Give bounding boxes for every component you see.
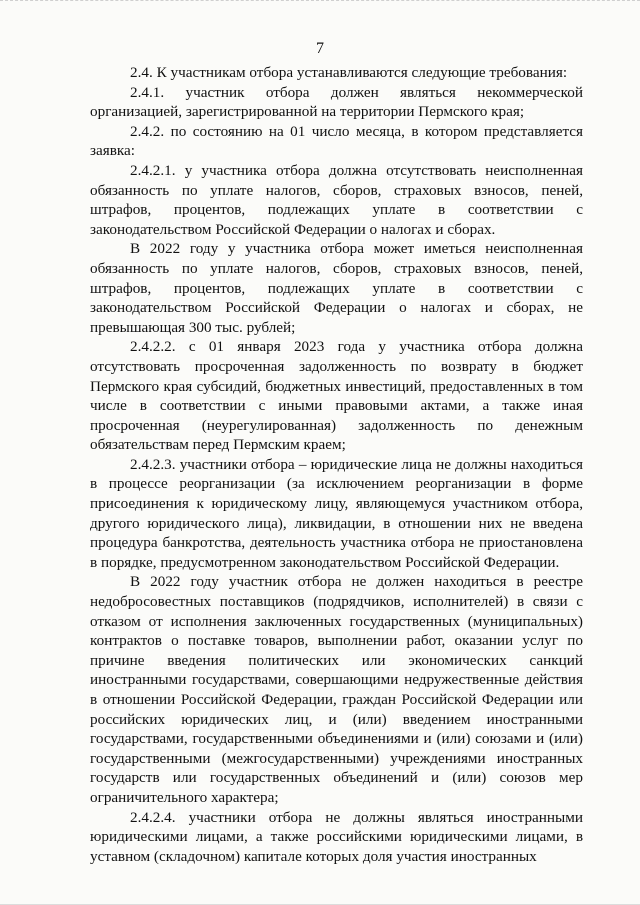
paragraph-2-4-2-1: 2.4.2.1. у участника отбора должна отсутствовать неисполненная обязанность по уплате налогов, сборов, страховых взносов, пеней, штрафов, процентов, подлежащих уплате в соответствии с законодательством Российской Федерации о налогах и сборах. <box>90 161 583 238</box>
paragraph-2022-registry: В 2022 году участник отбора не должен находиться в реестре недобросовестных поставщиков (подрядчиков, исполнителей) в связи с отказом от исполнения заключенных государственных (муниципальных) контрактов о поставке товаров, выполнении работ, оказании услуг по причине введения политических или экономических санкций иностранными государствами, совершающими недружественные действия в отношении Российской Федерации, граждан Российской Федерации или российских юридических лиц, и (или) введением иностранными государствами, государственными объединениями и (или) союзами и (или) государственными (межгосударственными) учреждениями иностранных государств или государственных объединений и (или) союзов мер ограничительного характера; <box>90 573 583 806</box>
paragraph-2-4-1: 2.4.1. участник отбора должен являться некоммерческой организацией, зарегистрированной на территории Пермского края; <box>90 83 583 121</box>
paragraph-2-4-2: 2.4.2. по состоянию на 01 число месяца, в котором представляется заявка: <box>90 122 583 160</box>
page-top-edge <box>0 0 640 4</box>
page-number: 7 <box>316 40 324 57</box>
paragraph-2-4-2-4: 2.4.2.4. участники отбора не должны являться иностранными юридическими лицами, а также российскими юридическими лицами, в уставном (складочном) капитале которых доля участия иностранных <box>90 808 583 865</box>
paragraph-2-4: 2.4. К участникам отбора устанавливаются следующие требования: <box>130 64 568 81</box>
paragraph-2022-tax-exception: В 2022 году у участника отбора может иметься неисполненная обязанность по уплате налогов, сборов, страховых взносов, пеней, штрафов, процентов, подлежащих уплате в соответствии с законодательством Российской Федерации о налогах и сборах, не превышающая 300 тыс. рублей; <box>90 240 583 336</box>
paragraph-2-4-2-3: 2.4.2.3. участники отбора – юридические лица не должны находиться в процессе реорганизации (за исключением реорганизации в форме присоединения к юридическому лицу, являющемуся участником отбора, другого юридического лица), ликвидации, в отношении них не введена процедура банкротства, деятельность участника отбора не приостановлена в порядке, предусмотренном законодательством Российской Федерации. <box>90 455 583 571</box>
page-bottom-edge <box>0 901 640 905</box>
document-body <box>90 63 583 866</box>
paragraph-2-4-2-2: 2.4.2.2. с 01 января 2023 года у участника отбора должна отсутствовать просроченная задолженность по возврату в бюджет Пермского края субсидий, бюджетных инвестиций, предоставленных в том числе в соответствии с иными правовыми актами, а также иная просроченная (неурегулированная) задолженность по денежным обязательствам перед Пермским краем; <box>90 338 583 454</box>
